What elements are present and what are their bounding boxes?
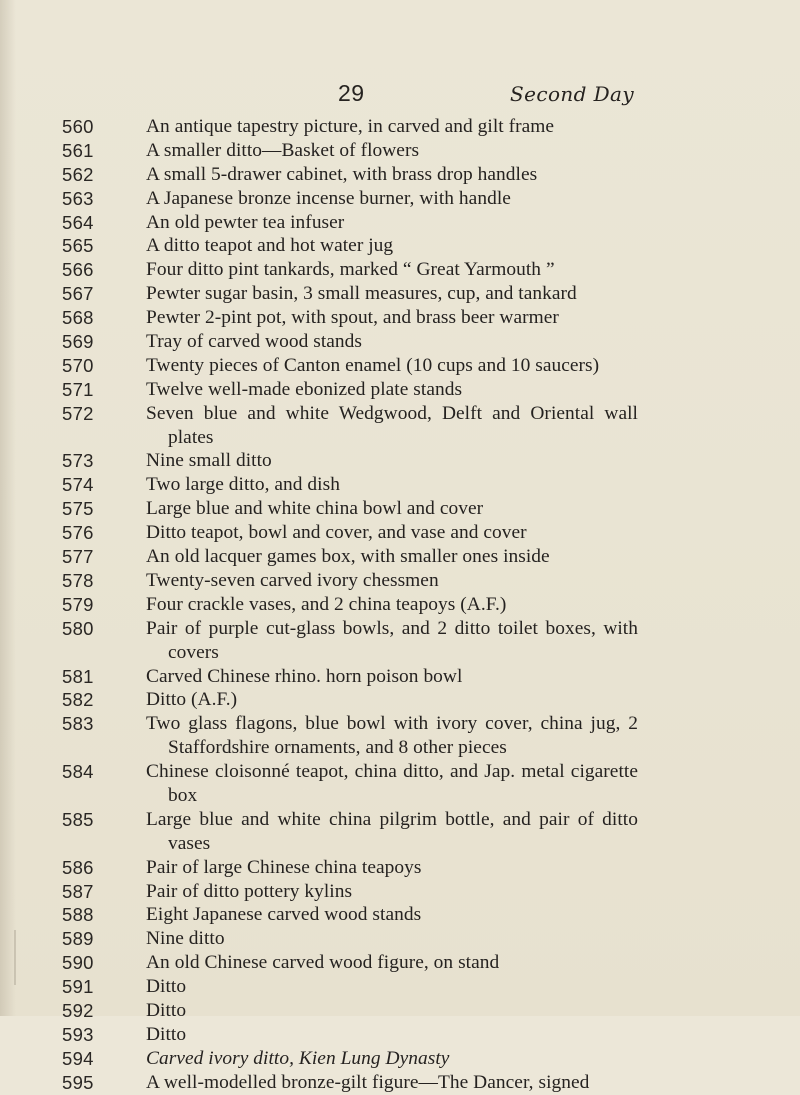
lot-entry [0, 617, 800, 665]
lot-number: 582 [62, 689, 94, 711]
lot-number: 563 [62, 187, 94, 209]
lot-description: Pair of purple cut-glass bowls, and 2 ditto toilet boxes, with covers [146, 617, 638, 663]
lot-number: 562 [62, 163, 94, 185]
lot-number: 576 [62, 522, 94, 544]
lot-entry [0, 306, 800, 330]
lot-number: 577 [62, 546, 94, 568]
lot-entry [0, 1023, 800, 1047]
lot-entry [0, 999, 800, 1023]
lot-description: Large blue and white china pilgrim bottle, and pair of ditto vases [146, 808, 638, 854]
lot-description: Carved ivory ditto, Kien Lung Dynasty [146, 1047, 450, 1069]
lot-number: 587 [62, 880, 94, 902]
lot-entry [0, 497, 800, 521]
lot-entry [0, 354, 800, 378]
lot-description: An old pewter tea infuser [146, 211, 345, 233]
lot-description: Pewter sugar basin, 3 small measures, cup, and tankard [146, 283, 577, 305]
lot-number: 567 [62, 283, 94, 305]
lot-number: 595 [62, 1071, 94, 1093]
lot-entry [0, 593, 800, 617]
lot-entry [0, 808, 800, 856]
lot-number: 565 [62, 235, 94, 257]
lot-description: Pair of large Chinese china teapoys [146, 856, 422, 878]
lot-entry [0, 282, 800, 306]
lot-description: Four crackle vases, and 2 china teapoys (A.F.) [146, 593, 507, 615]
lot-description: Twelve well-made ebonized plate stands [146, 378, 463, 400]
lot-entry [0, 139, 800, 163]
lot-entry [0, 378, 800, 402]
lot-description: Ditto teapot, bowl and cover, and vase and cover [146, 522, 527, 544]
lot-number: 575 [62, 498, 94, 520]
lot-number: 580 [62, 617, 94, 639]
lot-entry [0, 1047, 800, 1071]
lot-number: 592 [62, 1000, 94, 1022]
lot-number: 566 [62, 259, 94, 281]
lot-number: 588 [62, 904, 94, 926]
lot-entry [0, 712, 800, 760]
lot-entry [0, 234, 800, 258]
lot-entry [0, 856, 800, 880]
lot-entry [0, 473, 800, 497]
lot-entry [0, 927, 800, 951]
lot-description: Carved Chinese rhino. horn poison bowl [146, 665, 463, 687]
lot-entry [0, 258, 800, 282]
lot-number: 574 [62, 474, 94, 496]
lot-entry [0, 665, 800, 689]
lot-number: 583 [62, 713, 94, 735]
lot-number: 570 [62, 354, 94, 376]
lot-number: 579 [62, 593, 94, 615]
lot-number: 569 [62, 331, 94, 353]
lot-entry [0, 163, 800, 187]
lot-number: 564 [62, 211, 94, 233]
lot-entry [0, 569, 800, 593]
lot-description: Twenty-seven carved ivory chessmen [146, 569, 439, 591]
lot-description: An old lacquer games box, with smaller ones inside [146, 546, 550, 568]
lot-number: 591 [62, 976, 94, 998]
lot-description: Large blue and white china bowl and cover [146, 498, 484, 520]
page-number: 29 [338, 80, 365, 106]
lot-number: 571 [62, 378, 94, 400]
lot-number: 581 [62, 665, 94, 687]
lot-entry [0, 402, 800, 450]
lot-entry [0, 330, 800, 354]
lot-entry [0, 688, 800, 712]
lot-description: An antique tapestry picture, in carved and gilt frame [146, 116, 555, 137]
lot-description: Nine small ditto [146, 450, 272, 472]
page-header [0, 78, 800, 118]
lot-description: A smaller ditto—Basket of flowers [146, 139, 420, 161]
lot-entry [0, 880, 800, 904]
lot-description: Ditto (A.F.) [146, 689, 238, 711]
lot-description: Ditto [146, 976, 187, 998]
lot-description: Pewter 2-pint pot, with spout, and brass beer warmer [146, 307, 559, 329]
lot-description: Nine ditto [146, 928, 225, 950]
lot-number: 590 [62, 952, 94, 974]
lot-description: Pair of ditto pottery kylins [146, 880, 353, 902]
lot-description: Eight Japanese carved wood stands [146, 904, 422, 926]
lot-number: 561 [62, 139, 94, 161]
lot-description: A ditto teapot and hot water jug [146, 235, 394, 257]
lot-number: 589 [62, 928, 94, 950]
lot-description: Two large ditto, and dish [146, 474, 340, 496]
lot-description: A Japanese bronze incense burner, with handle [146, 187, 511, 209]
lot-description: Chinese cloisonné teapot, china ditto, and Jap. metal cigarette box [146, 761, 638, 806]
lot-entry [0, 115, 800, 139]
lot-entry [0, 187, 800, 211]
lot-number: 585 [62, 808, 94, 830]
lot-number: 568 [62, 307, 94, 329]
lot-entry [0, 545, 800, 569]
lot-number: 578 [62, 569, 94, 591]
lot-entry [0, 449, 800, 473]
lot-number: 586 [62, 856, 94, 878]
lot-description: An old Chinese carved wood figure, on stand [146, 952, 500, 974]
lot-description: A well-modelled bronze-gilt figure—The Dancer, signed [146, 1071, 590, 1093]
lot-description: Twenty pieces of Canton enamel (10 cups and 10 saucers) [146, 354, 600, 376]
lot-entry [0, 211, 800, 235]
running-head: Second Day [510, 82, 635, 106]
lot-number: 560 [62, 116, 94, 137]
lot-entry [0, 760, 800, 808]
lot-number: 573 [62, 450, 94, 472]
lot-description: Ditto [146, 1000, 187, 1022]
lot-entry [0, 903, 800, 927]
lot-list [0, 115, 800, 1095]
lot-entry [0, 1071, 800, 1095]
lot-description: Two glass flagons, blue bowl with ivory cover, china jug, 2 Staffordshire ornaments, and 8 other pieces [146, 713, 638, 759]
lot-description: Seven blue and white Wedgwood, Delft and Oriental wall plates [146, 402, 638, 448]
lot-entry [0, 975, 800, 999]
lot-number: 584 [62, 761, 94, 783]
lot-entry [0, 521, 800, 545]
lot-number: 593 [62, 1023, 94, 1045]
lot-description: A small 5-drawer cabinet, with brass drop handles [146, 163, 538, 185]
lot-entry [0, 951, 800, 975]
lot-description: Tray of carved wood stands [146, 331, 362, 353]
lot-description: Ditto [146, 1023, 187, 1045]
lot-number: 594 [62, 1047, 94, 1069]
lot-description: Four ditto pint tankards, marked “ Great Yarmouth ” [146, 259, 555, 281]
lot-number: 572 [62, 402, 94, 424]
